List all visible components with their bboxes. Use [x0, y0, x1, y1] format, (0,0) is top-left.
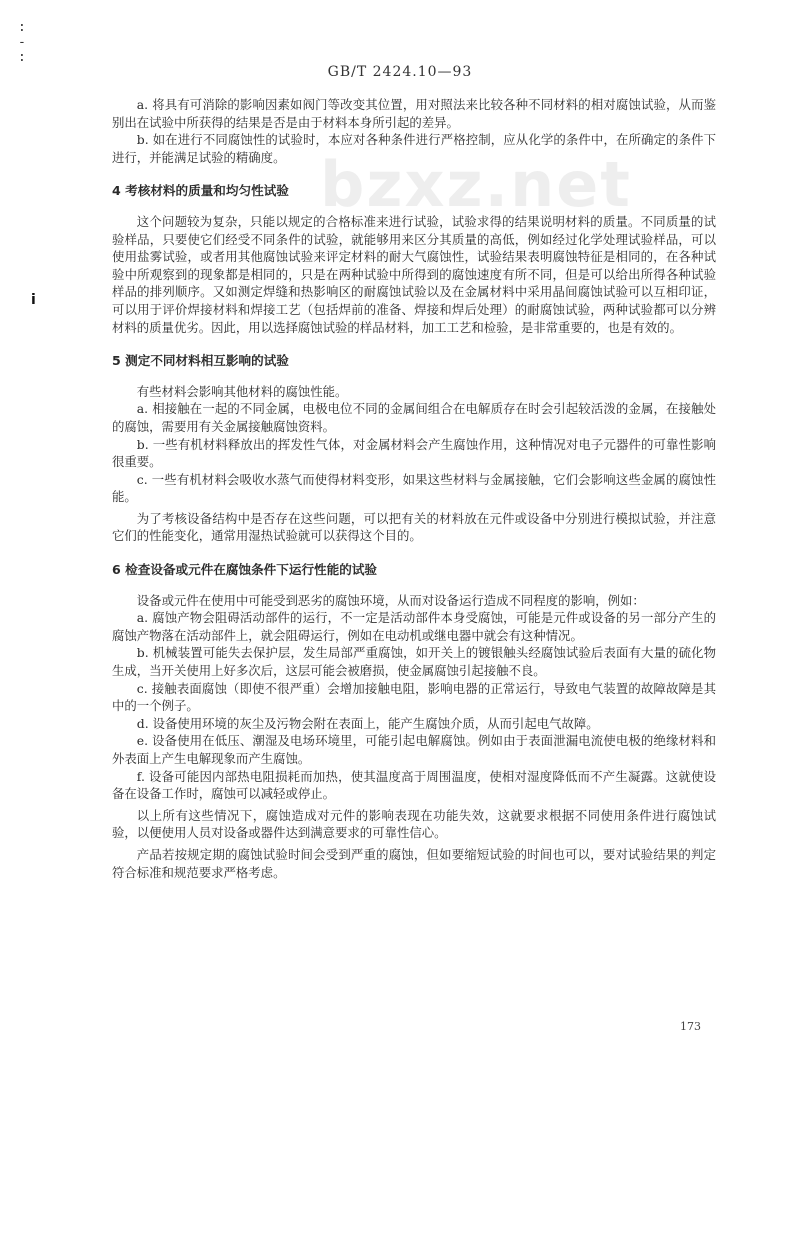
item-paragraph: b. 一些有机材料释放出的挥发性气体，对金属材料会产生腐蚀作用，这种情况对电子元器件的可靠性影响很重要。: [112, 436, 716, 470]
item-paragraph: d. 设备使用环境的灰尘及污物会附在表面上，能产生腐蚀介质，从而引起电气故障。: [136, 715, 599, 731]
item-paragraph: a. 将具有可消除的影响因素如阀门等改变其位置，用对照法来比较各种不同材料的相对腐蚀试验，从而鉴别出在试验中所获得的结果是否是由于材料本身所引起的差异。: [112, 97, 716, 130]
item-paragraph: f. 设备可能因内部热电阻损耗而加热，使其温度高于周围温度，使相对湿度降低而不产生凝露。这就使设备在设备工作时，腐蚀可以减轻或停止。: [112, 768, 716, 802]
item-paragraph: a. 相接触在一起的不同金属，电极电位不同的金属间组合在电解质存在时会引起较活泼的金属，在接触处的腐蚀，需要用有关金属接触腐蚀资料。: [112, 401, 716, 434]
paragraph: 这个问题较为复杂，只能以规定的合格标准来进行试验，试验求得的结果说明材料的质量。不同质量的试验样品，只要使它们经受不同条件的试验，就能够用来区分其质量的高低，例如经过化学处理试验样品，可以使用盐雾试验，或者用其他腐蚀试验来评定材料的耐大气腐蚀性，试验结果表明腐蚀特征是相同的，在各种试验中所观察到的现象都是相同的，只是在两种试验中所得到的腐蚀速度有所不同，但是可以给出所得各种试验样品的排列顺序。又如测定焊缝和热影响区的耐腐蚀试验以及在金属材料中采用晶间腐蚀试验可以互相印证，可以用于评价焊接材料和焊接工艺（包括焊前的准备、焊接和焊后处理）的耐腐蚀试验，两种试验都可以分辨材料的质量优劣。因此，用以选择腐蚀试验的样品材料，加工工艺和检验，是非常重要的，也是有效的。: [112, 213, 716, 335]
body-text: [112, 96, 716, 881]
section-heading: 6 检查设备或元件在腐蚀条件下运行性能的试验: [112, 562, 378, 578]
item-paragraph: c. 接触表面腐蚀（即使不很严重）会增加接触电阻，影响电器的正常运行，导致电气装置的故障故障是其中的一个例子。: [112, 680, 716, 714]
item-paragraph: a. 腐蚀产物会阻碍活动部件的运行，不一定是活动部件本身受腐蚀，可能是元件或设备的另一部分产生的腐蚀产物落在活动部件上，就会阻碍运行，例如在电动机或继电器中就会有这种情况。: [112, 610, 716, 643]
watermark: bzxz.net: [320, 148, 632, 221]
binding-marks: : - :: [18, 20, 26, 65]
item-paragraph: c. 一些有机材料会吸收水蒸气而使得材料变形，如果这些材料与金属接触，它们会影响这些金属的腐蚀性能。: [112, 471, 716, 505]
section-heading: 5 测定不同材料相互影响的试验: [112, 353, 289, 369]
item-paragraph: e. 设备使用在低压、潮湿及电场环境里，可能引起电解腐蚀。例如由于表面泄漏电流使电极的绝缘材料和外表面上产生电解现象而产生腐蚀。: [112, 733, 716, 766]
paragraph: 有些材料会影响其他材料的腐蚀性能。: [136, 383, 348, 399]
item-paragraph: b. 如在进行不同腐蚀性的试验时，本应对各种条件进行严格控制，应从化学的条件中，在所确定的条件下进行，并能满足试验的精确度。: [112, 132, 716, 165]
section-heading: 4 考核材料的质量和均匀性试验: [112, 183, 289, 199]
paragraph: 设备或元件在使用中可能受到恶劣的腐蚀环境，从而对设备运行造成不同程度的影响，例如：: [136, 592, 645, 608]
side-mark: i: [31, 292, 36, 308]
page-header: GB/T 2424.10—93: [327, 64, 473, 80]
paragraph: 产品若按规定期的腐蚀试验时间会受到严重的腐蚀，但如要缩短试验的时间也可以，要对试验结果的判定符合标准和规范要求严格考虑。: [112, 846, 716, 880]
paragraph: 以上所有这些情况下，腐蚀造成对元件的影响表现在功能失效，这就要求根据不同使用条件进行腐蚀试验，以便使用人员对设备或器件达到满意要求的可靠性信心。: [112, 807, 716, 841]
page-number: 173: [680, 1020, 701, 1033]
item-paragraph: b. 机械装置可能失去保护层，发生局部严重腐蚀，如开关上的镀银触头经腐蚀试验后表面有大量的硫化物生成，当开关使用上好多次后，这层可能会被磨损，使金属腐蚀引起接触不良。: [112, 645, 716, 679]
paragraph: 为了考核设备结构中是否存在这些问题，可以把有关的材料放在元件或设备中分别进行模拟试验，并注意它们的性能变化，通常用湿热试验就可以获得这个目的。: [112, 510, 716, 544]
